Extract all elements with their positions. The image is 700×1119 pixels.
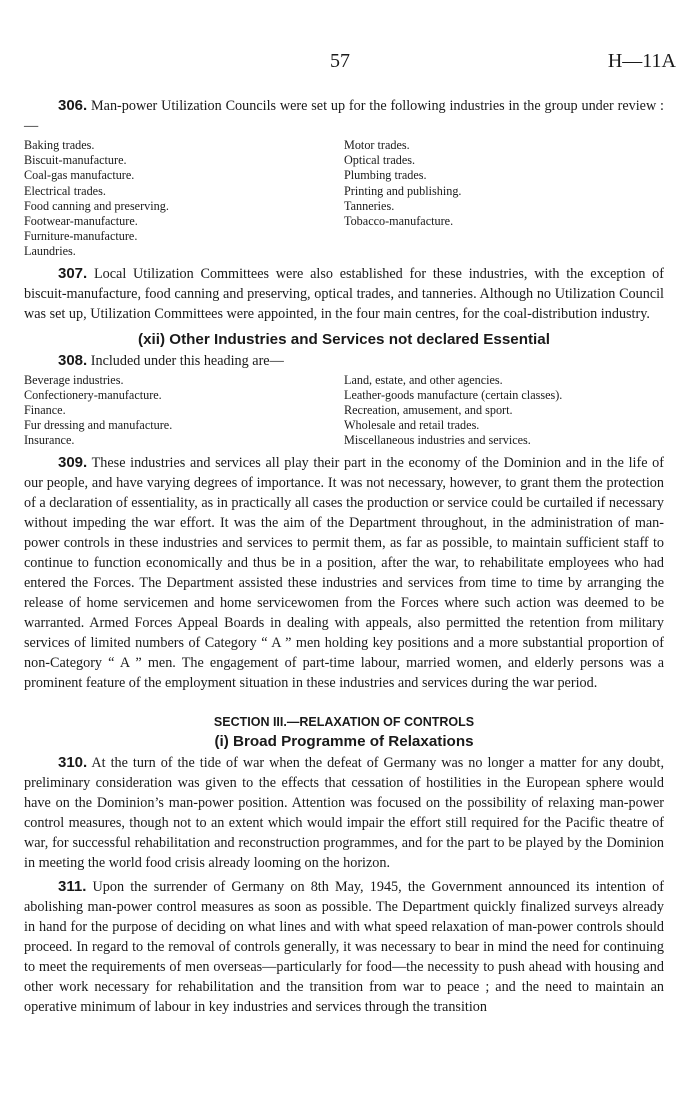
list-column-right	[344, 138, 664, 260]
list-item: Printing and publishing.	[344, 183, 462, 198]
list-item: Beverage industries.	[24, 372, 124, 387]
section-heading: SECTION III.—RELAXATION OF CONTROLS	[213, 714, 475, 729]
list-item: Tanneries.	[344, 198, 395, 213]
page-reference: H—11A	[607, 50, 676, 72]
paragraph-text: Included under this heading are—	[90, 352, 284, 369]
list-item: Land, estate, and other agencies.	[344, 372, 503, 387]
industry-list-308	[24, 373, 664, 449]
list-item: Leather-goods manufacture (certain classes).	[344, 387, 563, 402]
paragraph-309	[24, 453, 664, 693]
paragraph-number: 310.	[58, 753, 88, 771]
paragraph-number: 307.	[58, 264, 88, 282]
paragraph-text: These industries and services all play their part in the economy of the Dominion and in the life of our people, and have varying degrees of importance. It was not necessary, however, to grant them the protection of a declaration of essentiality, as in practically all cases the production or service could be curtailed if necessary without impeding the war effort. It was the aim of the Department throughout, in the administration of man-power controls in these industries and services to permit them, as far as possible, to maintain sufficient staff to continue to function economically and thus be in a position, after the war, to rehabilitate employees who had entered the Forces. The Department assisted these industries and services from time to time by arranging the release of home servicemen and home servicewomen from the Forces where such action was deemed to be warranted. Armed Forces Appeal Boards in dealing with appeals, also permitted the retention from military services of limited numbers of Category “ A ” men holding key positions and a more substantial proportion of non-Category “ A ” men. The engagement of part-time labour, married women, and elderly persons was a prominent feature of the employment situation in these industries and services during the war period.	[24, 454, 664, 691]
list-item: Wholesale and retail trades.	[344, 418, 480, 433]
list-item: Biscuit-manufacture.	[24, 153, 127, 168]
paragraph-308	[24, 351, 664, 371]
list-item: Laundries.	[24, 244, 76, 259]
list-item: Miscellaneous industries and services.	[344, 433, 531, 448]
paragraph-text: Upon the surrender of Germany on 8th May, 1945, the Government announced its intention of abolishing man-power control measures as soon as possible. The Department quickly finalized surveys already in hand for the purpose of deciding on what lines and with what speed relaxation of man-power controls should proceed. In regard to the removal of controls generally, it was necessary to bear in mind the need for continuing to meet the requirements of men overseas—particularly for food—the necessity to push ahead with housing and other work necessary for rehabilitation and the transition from war to peace ; and the need to maintain an operative minimum of labour in key industries and services through the transition	[24, 878, 664, 1015]
list-item: Food canning and preserving.	[24, 198, 169, 213]
list-item: Confectionery-manufacture.	[24, 387, 162, 402]
list-item: Footwear-manufacture.	[24, 214, 138, 229]
list-item: Motor trades.	[344, 138, 410, 152]
list-item: Recreation, amusement, and sport.	[344, 403, 513, 418]
list-item: Electrical trades.	[24, 183, 106, 198]
list-item: Optical trades.	[344, 153, 416, 168]
subsection-heading-xii: (xii) Other Industries and Services not declared Essential	[138, 330, 550, 348]
list-item: Fur dressing and manufacture.	[24, 418, 173, 433]
paragraph-307	[24, 264, 664, 324]
paragraph-text: At the turn of the tide of war when the defeat of Germany was no longer a matter for any doubt, preliminary consideration was given to the effects that cessation of hostilities in the European sphere would have on the Dominion’s man-power position. Attention was focused on the possibility of relaxing man-power control measures, though not to an extent which would impair the effort still required for the Pacific theatre of war, for successful rehabilitation and reconstruction programmes, and for the part to be played by the Dominion in meeting the world food crisis already looming on the horizon.	[24, 754, 664, 871]
list-item: Baking trades.	[24, 138, 95, 152]
list-column-left	[24, 373, 344, 449]
paragraph-number: 306.	[58, 97, 88, 114]
document-body	[24, 96, 664, 1017]
paragraph-number: 311.	[58, 877, 87, 895]
list-item: Furniture-manufacture.	[24, 229, 138, 244]
paragraph-number: 309.	[58, 453, 88, 471]
paragraph-text: Man-power Utilization Councils were set up for the following industries in the group under review :—	[24, 98, 664, 134]
list-item: Plumbing trades.	[344, 168, 427, 183]
list-item: Coal-gas manufacture.	[24, 168, 135, 183]
industry-list-306	[24, 138, 664, 260]
list-item: Finance.	[24, 403, 66, 418]
list-column-left	[24, 138, 344, 260]
paragraph-306	[24, 96, 664, 136]
paragraph-310	[24, 753, 664, 873]
list-column-right	[344, 373, 664, 449]
list-item: Tobacco-manufacture.	[344, 214, 454, 229]
page-number: 57	[330, 50, 350, 72]
subsection-heading-i: (i) Broad Programme of Relaxations	[214, 732, 474, 750]
paragraph-text: Local Utilization Committees were also established for these industries, with the exception of biscuit-manufacture, food canning and preserving, optical trades, and tanneries. Although no Utilization Council was set up, Utilization Committees were appointed, in the four main centres, for the coal-distribution industry.	[24, 265, 665, 322]
list-item: Insurance.	[24, 433, 75, 448]
paragraph-number: 308.	[58, 351, 88, 369]
paragraph-311	[24, 877, 664, 1017]
